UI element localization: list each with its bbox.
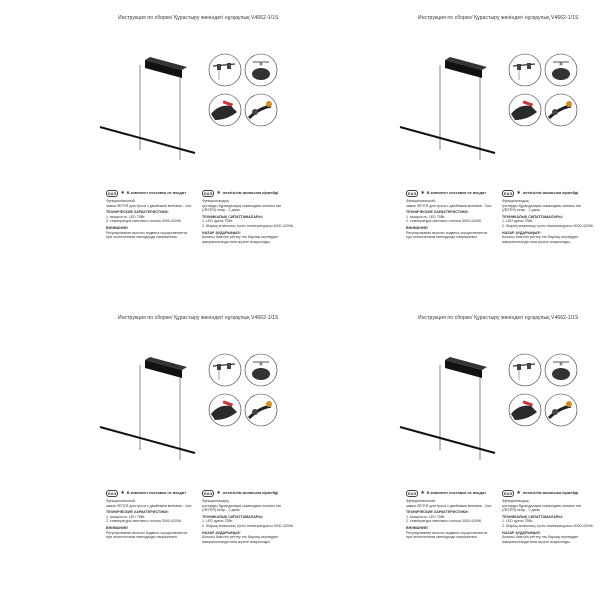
text-line: (ЛЕГЕЯ) кесір - 2 дана. [202,208,241,213]
eac-badge: ЕАЭ [204,491,213,496]
ceiling-fixture-icon [245,354,277,386]
panel-title: Инструкция по сборке/ Құрастыру жөніндегі нұсқаулық V4662-1/1S [118,315,279,321]
text-line: Функционалдық: [502,199,530,203]
instruction-panel [300,300,600,600]
text-line: Аспалы биіктігін реттеу тек барлық кернеуден [202,235,279,240]
eac-badge: ЕАЭ [108,491,117,496]
text-line: замки ЛЕГЕЯ для троса с двойными винтами - 2шт. [406,203,493,208]
text-line: ажыратылғанда ғана жүзеге асырылады. [202,539,271,544]
detail-circles [205,50,295,160]
text-line: Регулирование высоты подвеса осуществляется [106,230,188,235]
text-line: замки ЛЕГЕЯ для троса с двойными винтами - 2шт. [106,203,193,208]
text-line: при отключенном светодиоде напряжении. [406,535,478,540]
ceiling-fixture-icon [545,54,577,86]
detail-circles [505,350,595,460]
column-ru [106,190,198,240]
eac-badge: ЕАЭ [504,191,513,196]
section-title: ТЕХНИЧЕСКИЕ ХАРАКТЕРИСТИКИ: [106,510,169,515]
panel-title: Инструкция по сборке/ Құрастыру жөніндегі нұсқаулық V4662-1/1S [418,15,579,21]
text-line: замки ЛЕГЕЯ для троса с двойными винтами - 2шт. [106,503,193,508]
text-columns [406,490,596,570]
wire-adjust-icon [545,394,577,426]
column-ru [406,190,498,240]
text-line: (ЛЕГЕЯ) кесір - 2 дана. [502,508,541,513]
column-header [202,190,294,197]
column-header [202,490,294,497]
section-title: НАЗАР АУДАРЫҢЫЗ! [202,530,241,535]
text-line: 1. LED қуаты 75Вт. [502,519,533,524]
panel-title: Инструкция по сборке/ Құрастыру жөніндегі нұсқаулық V4662-1/1S [118,15,279,21]
ceiling-fixture-icon [245,54,277,86]
text-line: ажыратылғанда ғана жүзеге асырылады. [502,539,571,544]
text-line: 2. Жарық ағынының түстік температурасы 3000-4200К. [502,223,594,228]
text-line: қостарды бұрандалары сымындағы зоналы ған [502,203,582,208]
instruction-panel [300,0,600,300]
section-title: ВНИМАНИЕ! [106,225,129,230]
text-line: при отключенном светодиоде напряжении. [406,235,478,240]
text-line: Регулирование высоты подвеса осуществляется [106,530,188,535]
column-mark: В комплект поставки не входит [126,191,187,196]
column-kz [202,190,294,244]
tool-hand-icon [509,94,541,126]
text-line: Функционалдық: [202,499,230,503]
section-title: ВНИМАНИЕ! [106,525,129,530]
section-title: ТЕХНИКАЛЫҚ СИПАТТАМАЛАРЫ: [502,514,564,519]
text-line: 1. мощность: LED 75Вт. [106,514,146,519]
star-icon: ★ [516,490,521,496]
star-icon: ★ [420,190,425,196]
eac-badge: ЕАЭ [504,491,513,496]
text-line: 1. мощность: LED 75Вт. [406,514,446,519]
column-mark: жеткізілім жинағына кірмейді [522,191,579,196]
text-line: ажыратылғанда ғана жүзеге асырылады. [502,239,571,244]
text-line: замки ЛЕГЕЯ для троса с двойными винтами - 2шт. [406,503,493,508]
text-line: қостарды бұрандалары сымындағы зоналы ған [502,503,582,508]
text-line: Аспалы биіктігін реттеу тек барлық кернеуден [502,535,579,540]
column-kz [202,490,294,544]
column-mark: В комплект поставки не входит [426,191,487,196]
text-line: Регулирование высоты подвеса осуществляется [406,230,488,235]
column-header [406,190,498,197]
tool-hand-icon [209,394,241,426]
section-title: НАЗАР АУДАРЫҢЫЗ! [202,230,241,235]
ceiling-fixture-icon [545,354,577,386]
text-line: 1. мощность: LED 75Вт. [406,214,446,219]
section-title: НАЗАР АУДАРЫҢЫЗ! [502,230,541,235]
section-title: ТЕХНИЧЕСКИЕ ХАРАКТЕРИСТИКИ: [406,510,469,515]
text-line: 1. LED қуаты 75Вт. [502,219,533,224]
column-mark: жеткізілім жинағына кірмейді [222,491,279,496]
text-line: 1. LED қуаты 75Вт. [202,519,233,524]
mounting-bracket-icon [209,54,241,86]
column-mark: жеткізілім жинағына кірмейді [222,191,279,196]
text-columns [106,190,296,270]
column-header [502,190,594,197]
section-title: ВНИМАНИЕ! [406,525,429,530]
text-line: ажыратылғанда ғана жүзеге асырылады. [202,239,271,244]
column-header [106,490,198,497]
text-line: Функционалдық: [502,499,530,503]
panel-title: Инструкция по сборке/ Құрастыру жөніндегі нұсқаулық V4662-1/1S [418,315,579,321]
column-kz [502,490,594,544]
text-line: 2. температура светового потока 3000-4200К. [106,519,183,524]
star-icon: ★ [420,490,425,496]
text-line: Функционалдық: [202,199,230,203]
column-kz [502,190,594,244]
wire-adjust-icon [245,94,277,126]
section-title: НАЗАР АУДАРЫҢЫЗ! [502,530,541,535]
detail-circles [205,350,295,460]
text-line: Аспалы биіктігін реттеу тек барлық кернеуден [502,235,579,240]
text-line: (ЛЕГЕЯ) кесір - 2 дана. [502,208,541,213]
text-line: Функциональный: [106,499,136,503]
star-icon: ★ [120,190,125,196]
column-ru [106,490,198,540]
section-title: ТЕХНИЧЕСКИЕ ХАРАКТЕРИСТИКИ: [406,210,469,215]
detail-circles [505,50,595,160]
column-mark: жеткізілім жинағына кірмейді [522,491,579,496]
column-header [106,190,198,197]
text-line: Функциональный: [106,199,136,203]
section-title: ВНИМАНИЕ! [406,225,429,230]
text-line: при отключенном светодиоде напряжении. [106,235,178,240]
text-line: 1. LED қуаты 75Вт. [202,219,233,224]
star-icon: ★ [516,190,521,196]
column-mark: В комплект поставки не входит [126,491,187,496]
text-line: (ЛЕГЕЯ) кесір - 2 дана. [202,508,241,513]
text-line: 2. температура светового потока 3000-4200К. [106,219,183,224]
section-title: ТЕХНИКАЛЫҚ СИПАТТАМАЛАРЫ: [202,214,264,219]
wire-adjust-icon [245,394,277,426]
text-line: Функциональный: [406,499,436,503]
star-icon: ★ [216,490,221,496]
column-mark: В комплект поставки не входит [426,491,487,496]
text-columns [106,490,296,570]
mounting-bracket-icon [509,54,541,86]
column-header [502,490,594,497]
star-icon: ★ [120,490,125,496]
text-line: при отключенном светодиоде напряжении. [106,535,178,540]
text-line: 2. Жарық ағынының түстік температурасы 3000-4200К. [502,523,594,528]
eac-badge: ЕАЭ [408,191,417,196]
eac-badge: ЕАЭ [204,191,213,196]
text-columns [406,190,596,270]
section-title: ТЕХНИЧЕСКИЕ ХАРАКТЕРИСТИКИ: [106,210,169,215]
text-line: Аспалы биіктігін реттеу тек барлық кернеуден [202,535,279,540]
section-title: ТЕХНИКАЛЫҚ СИПАТТАМАЛАРЫ: [502,214,564,219]
eac-badge: ЕАЭ [408,491,417,496]
instruction-panel [0,300,300,600]
tool-hand-icon [209,94,241,126]
eac-badge: ЕАЭ [108,191,117,196]
text-line: 2. Жарық ағынының түстік температурасы 3000-4200К. [202,523,294,528]
mounting-bracket-icon [209,354,241,386]
wire-adjust-icon [545,94,577,126]
section-title: ТЕХНИКАЛЫҚ СИПАТТАМАЛАРЫ: [202,514,264,519]
mounting-bracket-icon [509,354,541,386]
text-line: 1. мощность: LED 75Вт. [106,214,146,219]
text-line: 2. температура светового потока 3000-4200К. [406,519,483,524]
text-line: 2. Жарық ағынының түстік температурасы 3000-4200К. [202,223,294,228]
text-line: Функциональный: [406,199,436,203]
text-line: қостарды бұрандалары сымындағы зоналы ған [202,203,282,208]
column-ru [406,490,498,540]
text-line: Регулирование высоты подвеса осуществляется [406,530,488,535]
text-line: 2. температура светового потока 3000-4200К. [406,219,483,224]
instruction-panel [0,0,300,300]
column-header [406,490,498,497]
text-line: қостарды бұрандалары сымындағы зоналы ған [202,503,282,508]
tool-hand-icon [509,394,541,426]
star-icon: ★ [216,190,221,196]
